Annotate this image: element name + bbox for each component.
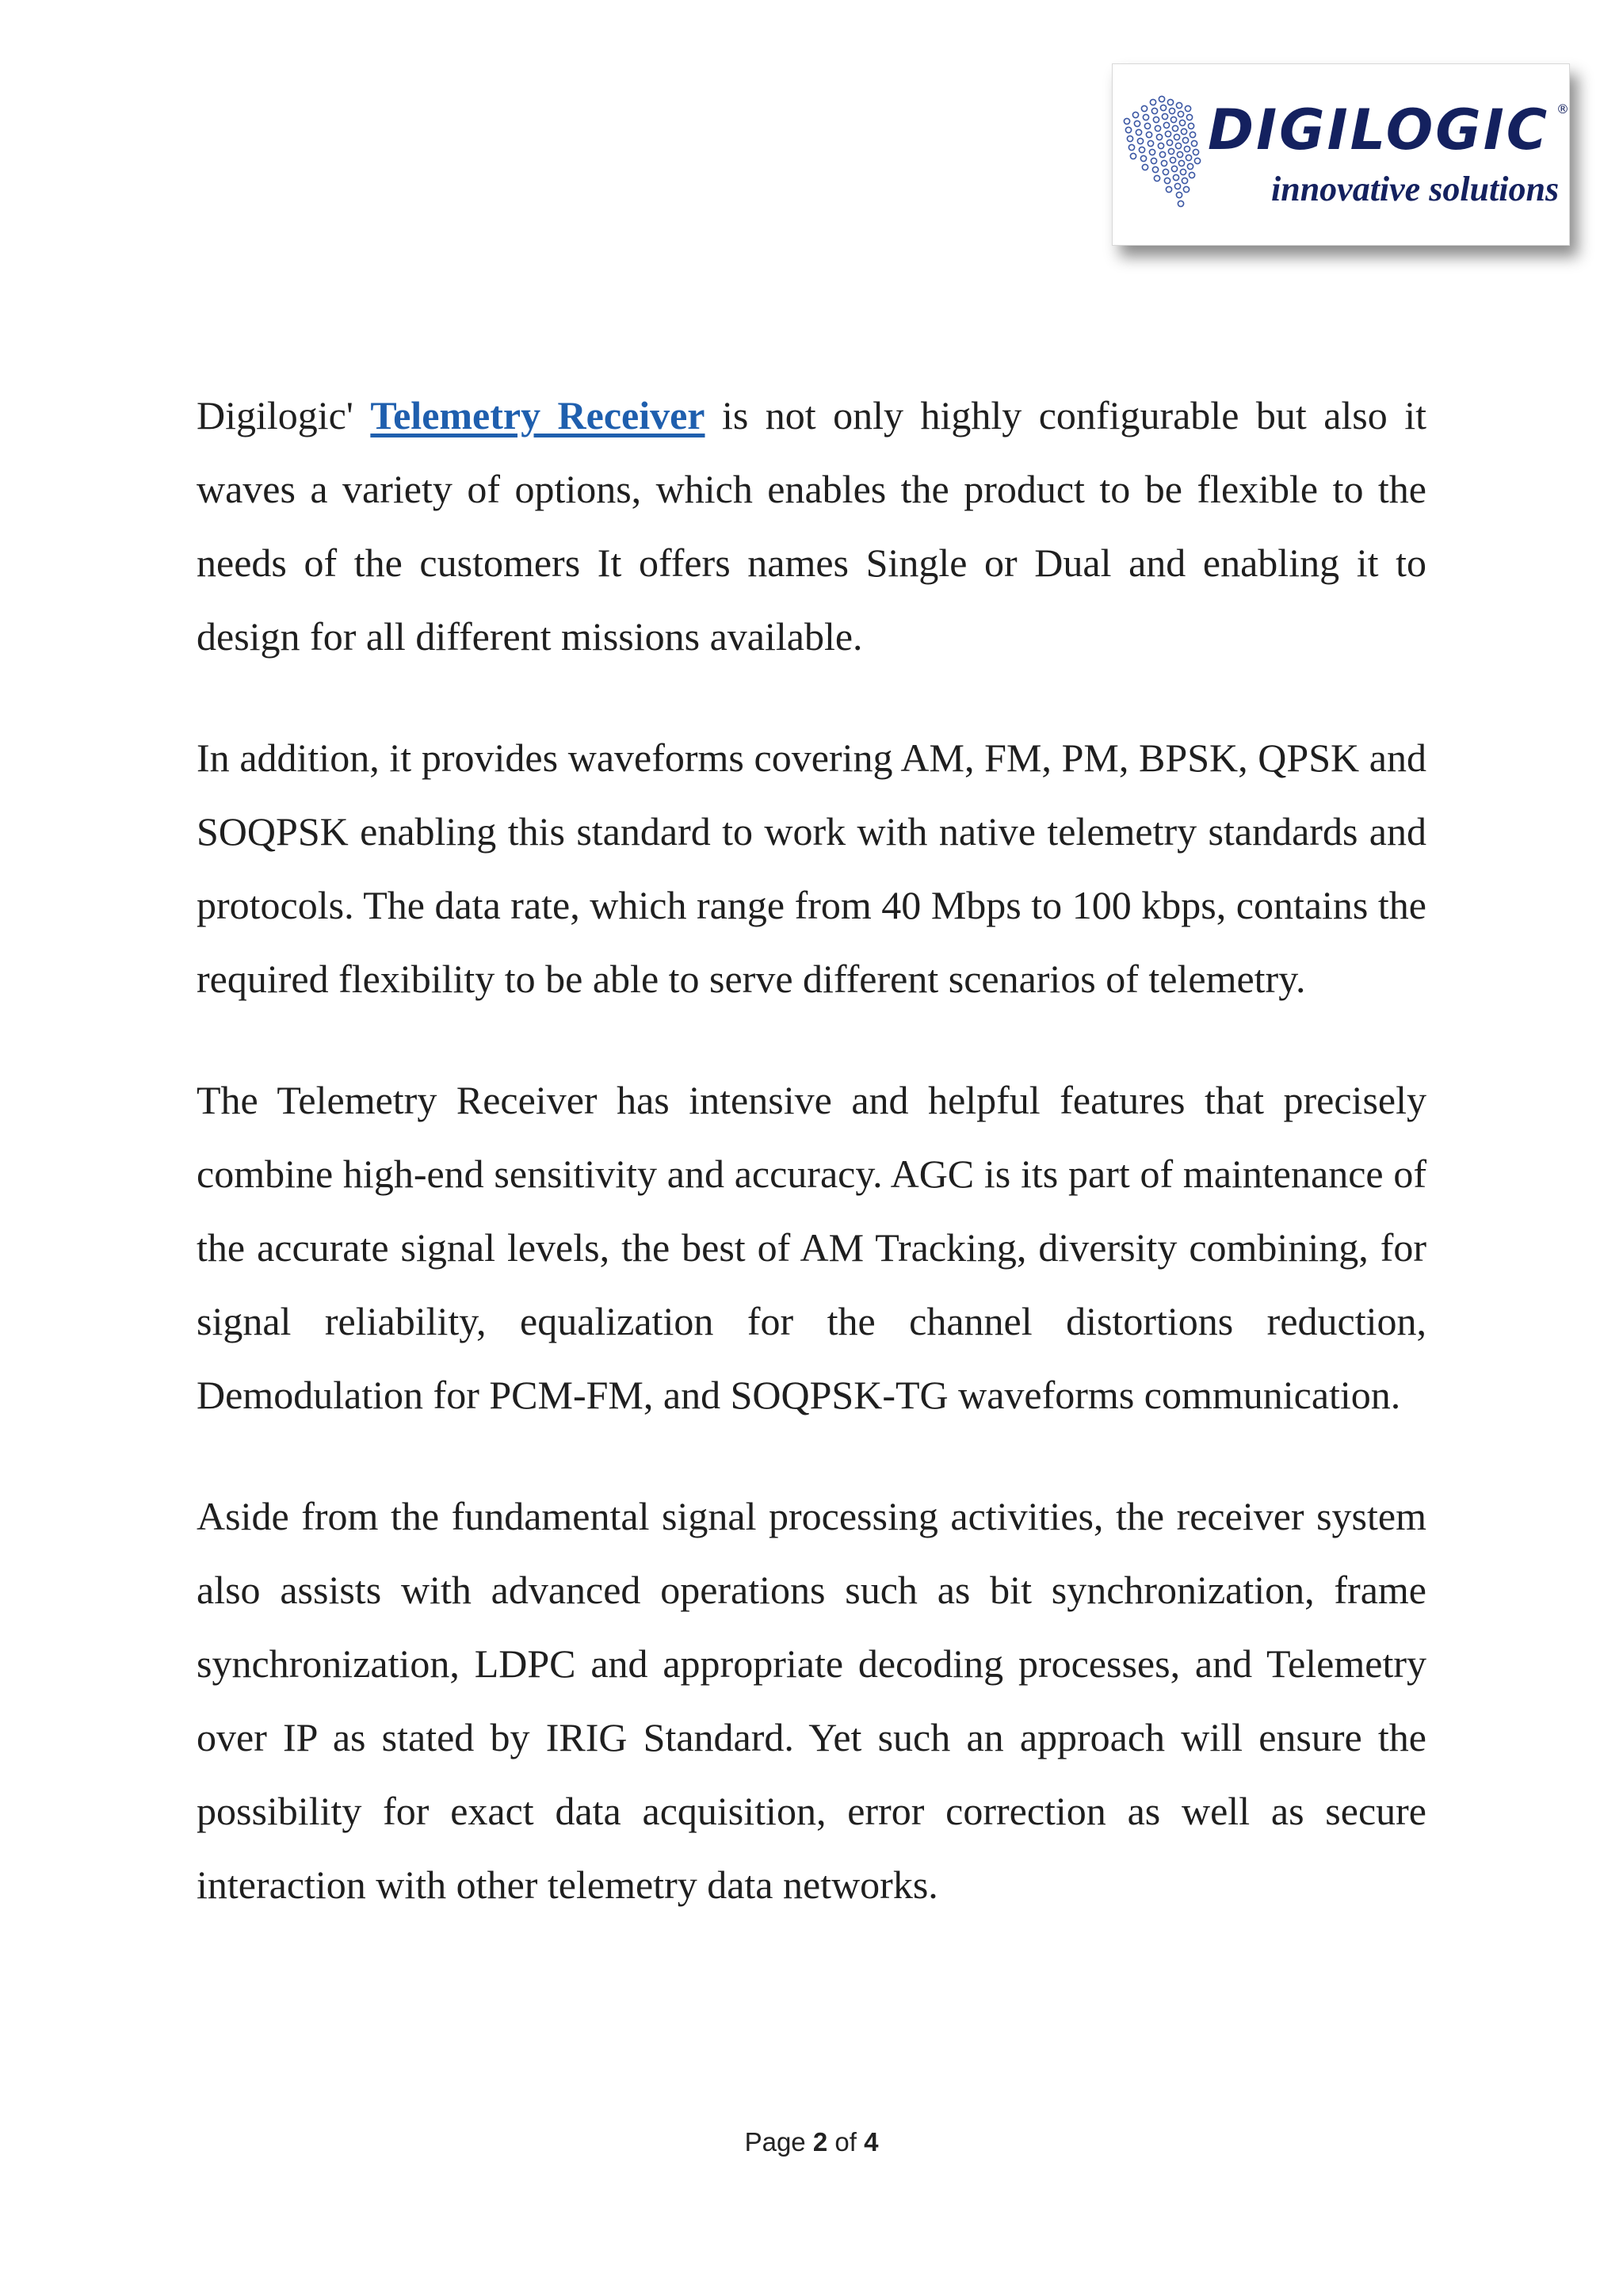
logo-dot xyxy=(1187,163,1193,169)
logo-dot xyxy=(1155,125,1160,131)
paragraph-advanced-operations: Aside from the fundamental signal processing activities, the receiver system also assists with advanced operations such as bit synchronization, frame synchronization, LDPC and appropriate decoding processes, and Telemetry over IP as stated by IRIG Standard. Yet such an approach will ensure the possibility for exact data acquisition, error correction as well as secure interaction with other telemetry data networks. xyxy=(197,1494,1426,1907)
logo-tagline: innovative solutions xyxy=(1271,170,1560,208)
logo-dot xyxy=(1140,155,1146,161)
telemetry-receiver-link[interactable]: Telemetry Receiver xyxy=(370,393,705,437)
logo-dot xyxy=(1141,105,1147,111)
logo-dot xyxy=(1127,136,1132,141)
logo-dot xyxy=(1159,151,1165,157)
logo-dot xyxy=(1174,134,1179,139)
paragraph-features: The Telemetry Receiver has intensive and helpful features that precisely combine high-end sensitivity and accuracy. AGC is its part of maintenance of the accurate signal levels, the best of AM Tracking, diversity combining, for signal reliability, equalization for the channel distortions reduction, Demodulation for PCM-FM, and SOQPSK-TG waveforms communication. xyxy=(197,1078,1426,1417)
logo-dot xyxy=(1154,175,1159,181)
logo-dot xyxy=(1160,105,1166,110)
logo-dot xyxy=(1182,178,1187,183)
logo-dot xyxy=(1191,140,1197,146)
logo-dot xyxy=(1162,113,1167,119)
logo-dot xyxy=(1165,131,1170,136)
logo-dot xyxy=(1177,151,1182,157)
logo-dot xyxy=(1132,112,1138,117)
logo-dot xyxy=(1171,166,1177,171)
paragraph-waveforms: In addition, it provides waveforms covering AM, FM, PM, BPSK, QPSK and SOQPSK enabling this standard to work with native telemetry standards and protocols. The data rate, which range from 40 Mbps to 100 kbps, contains the required flexibility to be able to serve different scenarios of telemetry. xyxy=(197,735,1426,1001)
logo-dot xyxy=(1184,146,1190,151)
logo-dot xyxy=(1151,108,1157,113)
logo-dot xyxy=(1159,96,1164,101)
logo-dot-pattern xyxy=(1124,96,1200,206)
logo-dot xyxy=(1150,99,1155,105)
logo-dot xyxy=(1181,128,1186,134)
logo-dot xyxy=(1180,169,1186,174)
logo-dot xyxy=(1178,111,1183,117)
logo-dot xyxy=(1193,149,1198,155)
logo-dot xyxy=(1137,138,1143,143)
logo-dot xyxy=(1164,178,1170,183)
logo-dot xyxy=(1136,129,1141,135)
logo-dot xyxy=(1158,143,1163,148)
page-footer xyxy=(0,2127,1623,2157)
logo-dot xyxy=(1185,105,1190,111)
logo-dot xyxy=(1178,160,1184,166)
logo-dot xyxy=(1190,132,1195,137)
registered-mark: ® xyxy=(1556,101,1569,117)
logo-dot xyxy=(1167,99,1173,105)
logo-dot xyxy=(1194,158,1200,163)
logo-dot xyxy=(1182,137,1188,143)
logo-dot xyxy=(1125,127,1131,132)
logo-dot xyxy=(1161,160,1167,166)
logo-dot xyxy=(1170,157,1175,162)
logo-dot xyxy=(1186,155,1191,160)
logo-dot xyxy=(1174,183,1180,189)
logo-dot xyxy=(1166,186,1171,192)
logo-dot xyxy=(1139,147,1144,152)
logo-dot xyxy=(1186,114,1192,120)
main-content xyxy=(197,379,1426,1969)
logo-dot xyxy=(1156,134,1162,139)
logo-dot xyxy=(1128,144,1134,150)
logo-graphic xyxy=(1113,64,1569,245)
logo-dot xyxy=(1189,172,1194,178)
intro-text: is not only highly configurable but also it waves a variety of options, which enables the product to be flexible to the needs of the customers It offers names Single or Dual and enabling it to design for all different missions available. xyxy=(197,393,1426,659)
of-label: of xyxy=(834,2127,857,2157)
logo-dot xyxy=(1175,143,1181,148)
logo-dot xyxy=(1188,123,1193,128)
paragraph-intro xyxy=(197,379,1426,674)
logo-dot xyxy=(1170,117,1176,122)
logo-dot xyxy=(1163,169,1168,174)
logo-dot xyxy=(1130,153,1136,159)
logo-dot xyxy=(1178,201,1183,206)
logo-dot xyxy=(1142,164,1148,170)
logo-dot xyxy=(1172,125,1178,131)
logo-dot xyxy=(1168,148,1174,154)
logo-dot xyxy=(1179,120,1185,125)
logo-dot xyxy=(1124,118,1129,124)
logo-dot xyxy=(1146,132,1151,137)
logo-dot xyxy=(1134,120,1140,126)
current-page-number: 2 xyxy=(812,2127,828,2157)
logo-dot xyxy=(1176,102,1182,108)
page-label: Page xyxy=(744,2127,806,2157)
logo-dot xyxy=(1143,114,1148,120)
logo-dot xyxy=(1163,122,1169,128)
logo-dot xyxy=(1167,139,1172,145)
logo-dot xyxy=(1169,108,1174,113)
logo-dot xyxy=(1152,166,1158,172)
logo-dot xyxy=(1153,117,1159,122)
logo-dot xyxy=(1151,158,1156,163)
intro-prefix: Digilogic' xyxy=(197,393,371,437)
logo-dot xyxy=(1176,192,1182,197)
logo-dot xyxy=(1148,140,1153,146)
logo-dot xyxy=(1149,149,1155,155)
total-pages-number: 4 xyxy=(864,2127,879,2157)
logo-dot xyxy=(1183,186,1189,192)
logo-dot xyxy=(1144,123,1150,128)
company-logo xyxy=(1112,63,1570,246)
logo-dot xyxy=(1173,174,1178,180)
logo-brand-text: DIGILOGIC xyxy=(1208,97,1550,162)
